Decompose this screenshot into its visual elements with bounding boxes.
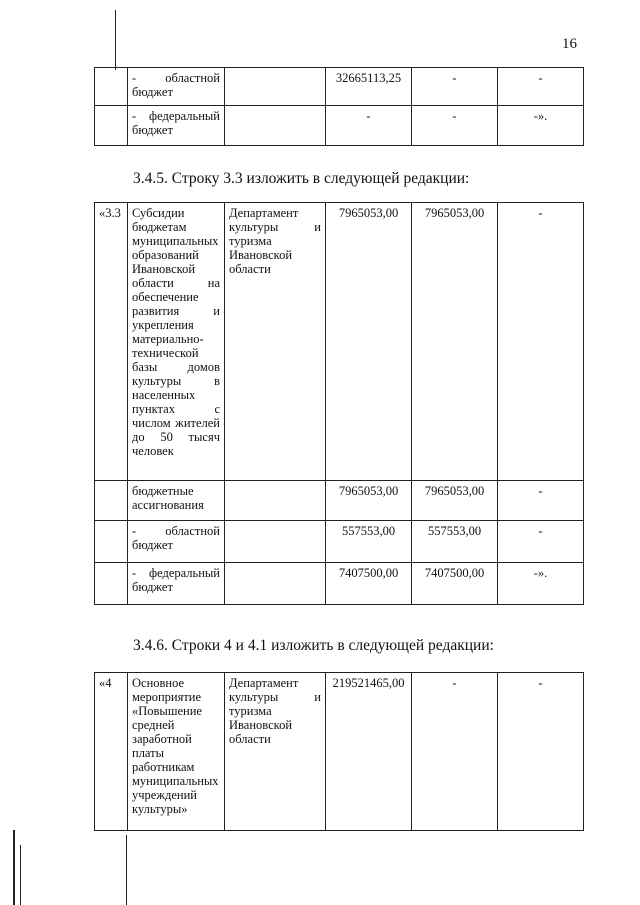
cell-executor <box>225 68 326 106</box>
cell-num: «4 <box>95 673 128 831</box>
budget-table-top <box>94 67 584 146</box>
section-heading-3-4-5: 3.4.5. Строку 3.3 изложить в следующей редакции: <box>133 170 470 187</box>
cell-num <box>95 481 128 521</box>
cell-num <box>95 106 128 146</box>
section-heading-3-4-6: 3.4.6. Строки 4 и 4.1 изложить в следующей редакции: <box>133 637 494 654</box>
cell-num: «3.3 <box>95 203 128 481</box>
cell-value: 219521465,00 <box>326 673 412 831</box>
scan-mark <box>13 830 15 905</box>
cell-num <box>95 68 128 106</box>
cell-executor <box>225 521 326 563</box>
cell-name <box>128 203 225 481</box>
cell-name-text: Субсидии бюджетам муниципальных образований Ивановской области на обеспечение развития и укрепления материально-технической базы домов культуры в населенных пунктах с числом жителей до 50 тысяч человек <box>132 206 220 458</box>
cell-value: 32665113,25 <box>326 68 412 106</box>
budget-table-row-3-3 <box>94 202 584 605</box>
cell-value: 7407500,00 <box>326 563 412 605</box>
cell-name: - федеральный бюджет <box>128 106 225 146</box>
table-row <box>95 673 584 831</box>
cell-executor <box>225 563 326 605</box>
cell-value: -». <box>498 563 584 605</box>
cell-executor: Департамент культуры и туризма Ивановской области <box>225 673 326 831</box>
cell-name: Основное мероприятие «Повышение средней заработной платы работникам муниципальных учреждений культуры» <box>128 673 225 831</box>
table-row <box>95 106 584 146</box>
budget-table-row-4 <box>94 672 584 831</box>
cell-value: - <box>326 106 412 146</box>
cell-value: - <box>498 673 584 831</box>
cell-value: 557553,00 <box>412 521 498 563</box>
table-row <box>95 481 584 521</box>
cell-name: - областной бюджет <box>128 521 225 563</box>
cell-value: 7965053,00 <box>412 481 498 521</box>
cell-value: - <box>498 203 584 481</box>
table-row <box>95 521 584 563</box>
cell-name: - федеральный бюджет <box>128 563 225 605</box>
cell-value: 7965053,00 <box>326 481 412 521</box>
page-number: 16 <box>562 36 577 52</box>
cell-value: 557553,00 <box>326 521 412 563</box>
cell-value: 7965053,00 <box>412 203 498 481</box>
table-row <box>95 203 584 481</box>
cell-name: - областной бюджет <box>128 68 225 106</box>
scan-mark <box>20 845 21 905</box>
cell-executor <box>225 106 326 146</box>
cell-name: бюджетные ассигнования <box>128 481 225 521</box>
cell-num <box>95 563 128 605</box>
cell-value: - <box>498 68 584 106</box>
cell-num <box>95 521 128 563</box>
cell-value: 7965053,00 <box>326 203 412 481</box>
cell-value: - <box>498 521 584 563</box>
cell-value: - <box>412 68 498 106</box>
cell-value: 7407500,00 <box>412 563 498 605</box>
scan-mark <box>126 835 127 905</box>
cell-value: - <box>498 481 584 521</box>
cell-executor: Департамент культуры и туризма Ивановской области <box>225 203 326 481</box>
cell-value: - <box>412 673 498 831</box>
cell-value: -». <box>498 106 584 146</box>
cell-value: - <box>412 106 498 146</box>
table-row <box>95 563 584 605</box>
cell-executor <box>225 481 326 521</box>
table-row <box>95 68 584 106</box>
scan-mark <box>115 10 116 70</box>
